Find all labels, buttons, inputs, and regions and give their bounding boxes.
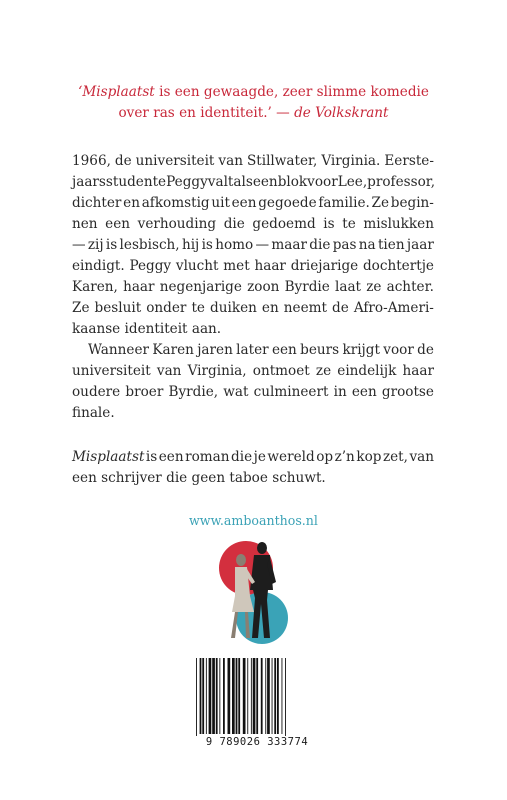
blurb-word: besluit xyxy=(94,300,142,316)
blurb-word: lesbisch, xyxy=(119,237,180,253)
blurb-word: onder xyxy=(146,300,187,316)
blurb-word: afkomstig xyxy=(141,195,210,211)
barcode-bar xyxy=(228,658,231,734)
blurb-word: die xyxy=(223,216,245,232)
press-quote-line-1 xyxy=(0,82,507,103)
blurb-word: van xyxy=(409,449,434,465)
blurb-word: dochtertje xyxy=(362,258,434,274)
blurb-word: hij xyxy=(181,237,200,253)
blurb-word: homo xyxy=(215,237,254,253)
blurb-word: een xyxy=(252,174,278,190)
publisher-logo-couple-circles-icon xyxy=(210,538,300,648)
blurb-word: Eerste- xyxy=(384,153,434,169)
blurb-word: professor, xyxy=(367,174,436,190)
blurb-word: zet, xyxy=(382,449,408,465)
quote-source: de Volkskrant xyxy=(294,105,389,121)
quote-text-2: over ras en identiteit.’ — xyxy=(118,105,295,121)
blurb-word: eindigt. xyxy=(72,258,125,274)
blurb-word: een xyxy=(351,384,377,400)
blurb-word: met xyxy=(223,258,250,274)
barcode-bar xyxy=(261,658,263,734)
blurb-word: negenjarige xyxy=(159,279,242,295)
blurb-paragraph-1 xyxy=(72,151,434,340)
blurb-word: ontmoet xyxy=(252,363,310,379)
blurb-word: laat xyxy=(335,279,362,295)
blurb-word: Ze xyxy=(371,195,390,211)
blurb-word: jaren xyxy=(197,342,233,358)
barcode-bar xyxy=(251,658,252,734)
blurb-word: jaarsstudente xyxy=(72,174,167,190)
blurb-word: Byrdie, xyxy=(168,384,219,400)
barcode-bar xyxy=(272,658,273,734)
blurb-word: roman xyxy=(185,449,230,465)
blurb-word: universiteit xyxy=(72,363,151,379)
blurb-text: een schrijver die geen taboe schuwt. xyxy=(72,470,326,486)
barcode-bar xyxy=(253,658,256,734)
blurb-word: krijgt xyxy=(342,342,380,358)
blurb-line xyxy=(72,319,434,340)
publisher-website-link[interactable]: www.amboanthos.nl xyxy=(189,513,318,528)
blurb-word: Karen, xyxy=(72,279,118,295)
barcode-bar xyxy=(196,658,197,740)
blurb-word: oudere xyxy=(72,384,121,400)
barcode-bar xyxy=(219,658,220,734)
blurb-word: universiteit xyxy=(135,153,215,169)
blurb-line xyxy=(72,277,434,298)
blurb-word: vlucht xyxy=(175,258,219,274)
blurb-word: grootse xyxy=(381,384,434,400)
barcode-bar xyxy=(277,658,279,734)
blurb-word: tien xyxy=(377,237,405,253)
blurb-word: driejarige xyxy=(290,258,359,274)
blurb-word: wereld xyxy=(267,449,315,465)
blurb-word: gedoemd xyxy=(252,216,316,232)
blurb-word: op xyxy=(316,449,334,465)
blurb-word: haar xyxy=(123,279,155,295)
barcode-bar xyxy=(223,658,225,734)
blurb-word: als xyxy=(233,174,253,190)
barcode-bar xyxy=(216,658,218,734)
blurb-word: Byrdie xyxy=(284,279,330,295)
blurb-word: je xyxy=(253,449,266,465)
barcode-bar xyxy=(247,658,248,734)
blurb-word: achter. xyxy=(386,279,434,295)
barcode-bar xyxy=(212,658,215,734)
blurb-word: valt xyxy=(207,174,234,190)
blurb-word: die xyxy=(309,237,331,253)
blurb-word: een xyxy=(158,449,184,465)
blurb-word: is xyxy=(105,237,118,253)
blurb-word: een xyxy=(231,195,257,211)
blurb-word: de xyxy=(417,342,434,358)
blurb-word: haar xyxy=(254,258,286,274)
blurb-line xyxy=(72,214,434,235)
blurb-word: neemt xyxy=(283,300,327,316)
blurb-paragraph-2 xyxy=(72,340,434,424)
blurb-word: culmineert xyxy=(253,384,329,400)
blurb-word: dichter xyxy=(72,195,122,211)
blurb-word: is xyxy=(323,216,335,232)
blurb-word: Karen xyxy=(152,342,194,358)
blurb-word: broer xyxy=(125,384,164,400)
blurb-word: — xyxy=(255,237,270,253)
blurb-word: Wanneer xyxy=(88,342,149,358)
blurb-word: maar xyxy=(271,237,307,253)
blurb-line xyxy=(72,256,434,277)
blurb-line xyxy=(72,403,434,424)
blurb-word: haar xyxy=(402,363,434,379)
blurb-line xyxy=(72,340,434,361)
blurb-line xyxy=(72,298,434,319)
barcode-bar xyxy=(232,658,235,734)
blurb-word: begin- xyxy=(390,195,434,211)
blurb-word: in xyxy=(333,384,347,400)
blurb-book-title: Misplaatst xyxy=(72,449,145,465)
barcode-bar xyxy=(267,658,270,734)
blurb-word: beurs xyxy=(300,342,340,358)
blurb-word: zoon xyxy=(247,279,280,295)
blurb-word: mislukken xyxy=(363,216,434,232)
barcode-bar xyxy=(282,658,283,734)
blurb-word: Peggy xyxy=(166,174,208,190)
blurb-word: gegoede xyxy=(258,195,317,211)
blurb-word: Virginia. xyxy=(321,153,381,169)
blurb-word: is xyxy=(145,449,158,465)
quote-text-1: is een gewaagde, zeer slimme komedie xyxy=(154,84,429,100)
blurb-word: Stillwater, xyxy=(246,153,318,169)
blurb-word: de xyxy=(114,153,132,169)
blurb-word: Afro-Ameri- xyxy=(353,300,434,316)
blurb-word: Lee, xyxy=(337,174,368,190)
blurb-word: Peggy xyxy=(129,258,172,274)
blurb-word: later xyxy=(236,342,269,358)
blurb-word: is xyxy=(201,237,213,253)
blurb-word: te xyxy=(342,216,356,232)
blurb-word: zij xyxy=(87,237,104,253)
blurb-word: z’n xyxy=(334,449,355,465)
blurb-word: te xyxy=(191,300,205,316)
blurb-word: van xyxy=(156,363,182,379)
barcode-bar xyxy=(285,658,286,740)
blurb-word: wat xyxy=(223,384,249,400)
blurb-word: een xyxy=(105,216,131,232)
blurb-line xyxy=(72,468,434,489)
blurb-line xyxy=(72,172,434,193)
barcode-number: 9 789026 333774 xyxy=(182,736,332,748)
barcode-bars xyxy=(182,658,332,740)
blurb-word: eindelijk xyxy=(337,363,397,379)
blurb-text: finale. xyxy=(72,405,115,421)
barcode-bar xyxy=(265,658,266,734)
blurb-line xyxy=(72,193,434,214)
blurb-word: 1966, xyxy=(72,153,111,169)
blurb-word: na xyxy=(358,237,376,253)
blurb-word: een xyxy=(271,342,297,358)
barcode-bar xyxy=(243,658,246,734)
isbn-barcode xyxy=(182,658,332,758)
blurb-word: nen xyxy=(72,216,98,232)
press-quote xyxy=(0,82,507,124)
blurb-word: voor xyxy=(307,174,338,190)
blurb-word: — xyxy=(72,237,86,253)
blurb-word: pas xyxy=(332,237,357,253)
blurb-word: duiken xyxy=(210,300,257,316)
blurb-word: die xyxy=(231,449,253,465)
blurb-word: familie. xyxy=(318,195,370,211)
blurb-word: kop xyxy=(356,449,382,465)
blurb-word: van xyxy=(218,153,243,169)
barcode-bar xyxy=(256,658,258,734)
blurb-word: uit xyxy=(211,195,230,211)
blurb-word: ze xyxy=(315,363,332,379)
blurb-word: Ze xyxy=(72,300,90,316)
blurb-line xyxy=(72,382,434,403)
blurb-word: Virginia, xyxy=(187,363,247,379)
barcode-bar xyxy=(200,658,202,734)
press-quote-line-2 xyxy=(0,103,507,124)
blurb-text: kaanse identiteit aan. xyxy=(72,321,222,337)
blurb-word: ze xyxy=(366,279,382,295)
blurb-word: jaar xyxy=(406,237,434,253)
blurb-line xyxy=(72,447,434,468)
barcode-bar xyxy=(238,658,240,734)
blurb-word: verhouding xyxy=(137,216,217,232)
blurb-line xyxy=(72,151,434,172)
barcode-bar xyxy=(206,658,207,734)
barcode-bar xyxy=(236,658,238,734)
blurb-word: en xyxy=(261,300,279,316)
quote-book-title: ‘Misplaatst xyxy=(78,84,155,100)
blurb-paragraph-3 xyxy=(72,447,434,489)
barcode-bar xyxy=(209,658,212,734)
blurb-word: voor xyxy=(383,342,414,358)
blurb-line xyxy=(72,361,434,382)
barcode-bar xyxy=(274,658,276,734)
blurb-word: de xyxy=(332,300,349,316)
blurb-line xyxy=(72,235,434,256)
blurb-word: en xyxy=(123,195,140,211)
barcode-bar xyxy=(202,658,204,734)
blurb-word: blok xyxy=(277,174,308,190)
